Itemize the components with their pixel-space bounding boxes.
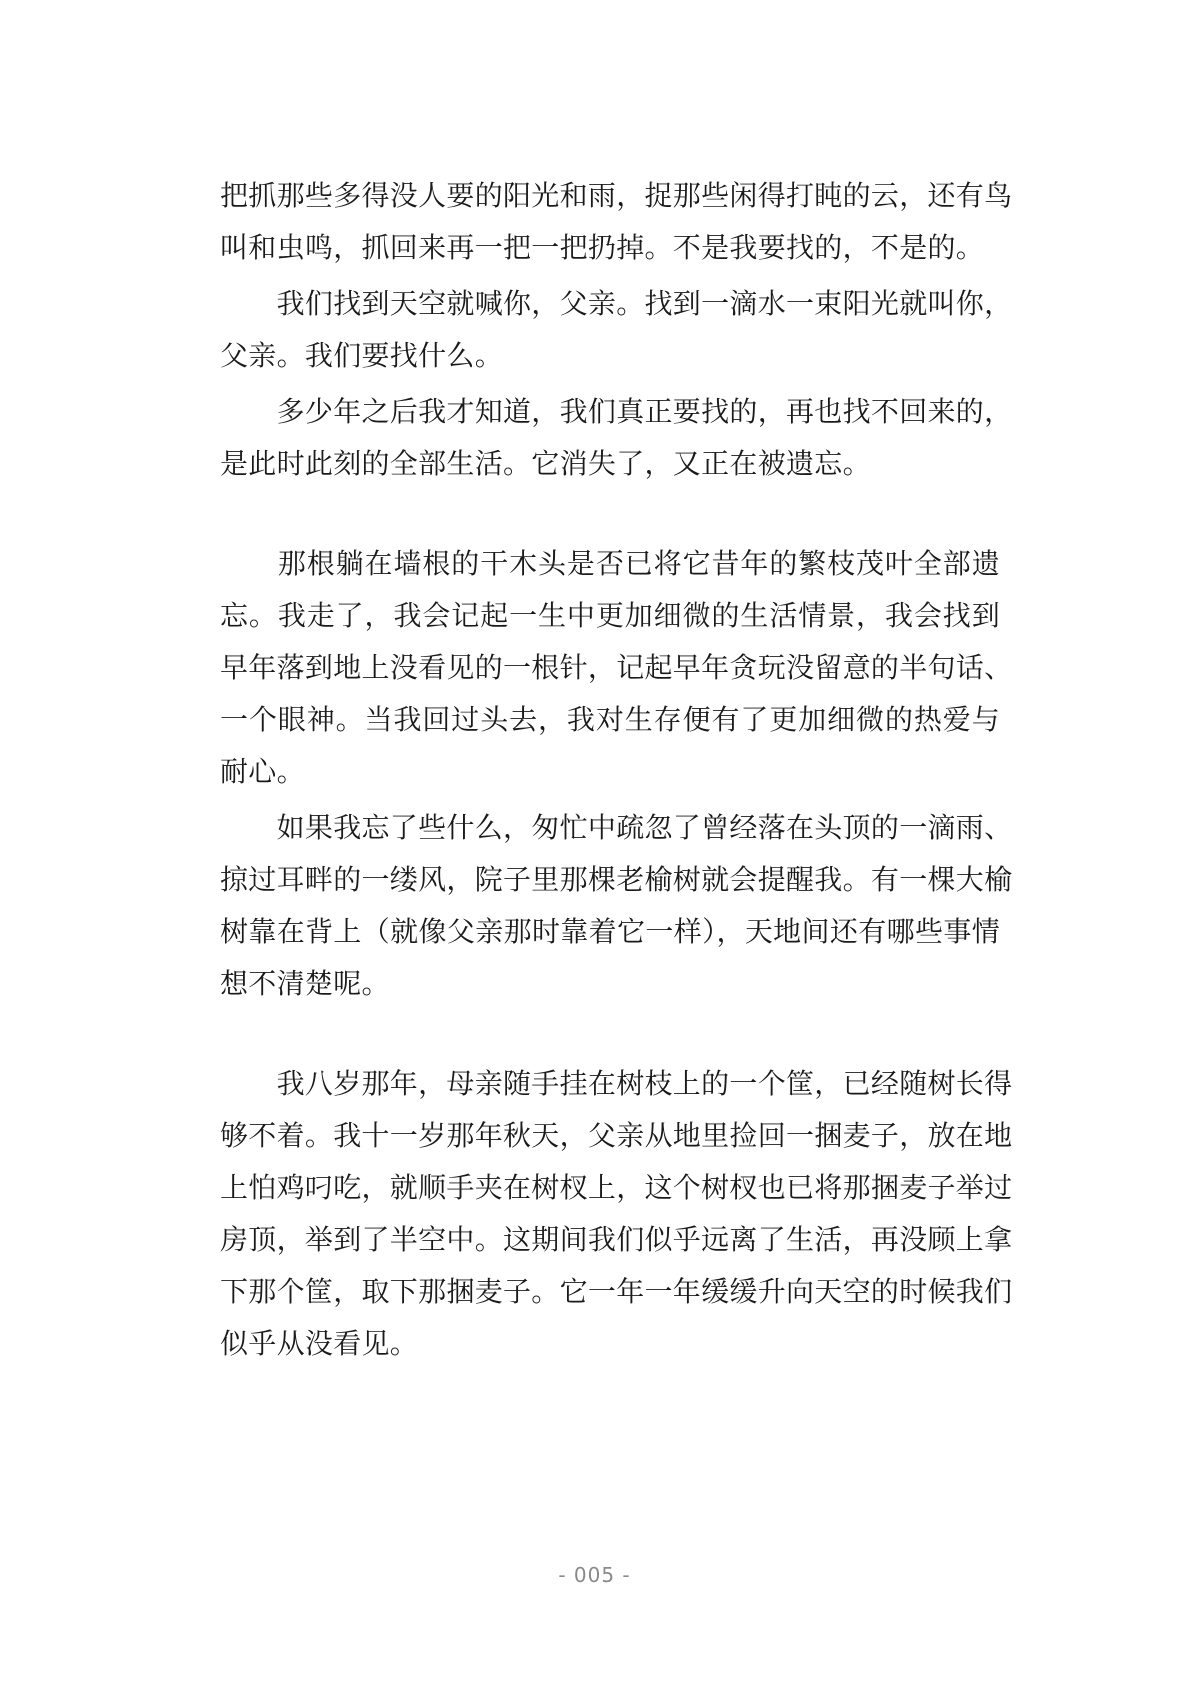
paragraph-6-line-4: 房顶，举到了半空中。这期间我们似乎远离了生活，再没顾上拿	[220, 1223, 1013, 1256]
paragraph-3-line-1: 多少年之后我才知道，我们真正要找的，再也找不回来的，	[220, 395, 1013, 428]
paragraph-5-line-1: 如果我忘了些什么，匆忙中疏忽了曾经落在头顶的一滴雨、	[220, 811, 1013, 844]
page-number: - 005 -	[558, 1563, 631, 1587]
paragraph-4-line-3: 早年落到地上没看见的一根针，记起早年贪玩没留意的半句话、	[220, 651, 1013, 684]
paragraph-4-line-5: 耐心。	[220, 755, 305, 788]
paragraph-5-line-4: 想不清楚呢。	[220, 967, 390, 1000]
paragraph-1-line-2: 叫和虫鸣，抓回来再一把一把扔掉。不是我要找的，不是的。	[220, 231, 985, 264]
paragraph-5-line-2: 掠过耳畔的一缕风，院子里那棵老榆树就会提醒我。有一棵大榆	[220, 863, 1013, 896]
paragraph-4-line-4: 一个眼神。当我回过头去，我对生存便有了更加细微的热爱与	[220, 703, 1000, 736]
paragraph-6-line-5: 下那个筐，取下那捆麦子。它一年一年缓缓升向天空的时候我们	[220, 1275, 1013, 1308]
paragraph-4-line-2: 忘。我走了，我会记起一生中更加细微的生活情景，我会找到	[220, 599, 1000, 632]
paragraph-3-line-2: 是此时此刻的全部生活。它消失了，又正在被遗忘。	[220, 447, 871, 480]
paragraph-2-line-1: 我们找到天空就喊你，父亲。找到一滴水一束阳光就叫你，	[220, 287, 1013, 320]
paragraph-4-line-1: 那根躺在墙根的干木头是否已将它昔年的繁枝茂叶全部遗	[220, 547, 1000, 580]
paragraph-2-line-2: 父亲。我们要找什么。	[220, 339, 504, 372]
paragraph-1-line-1: 把抓那些多得没人要的阳光和雨，捉那些闲得打盹的云，还有鸟	[220, 179, 1013, 212]
paragraph-6-line-3: 上怕鸡叼吃，就顺手夹在树杈上，这个树杈也已将那捆麦子举过	[220, 1171, 1013, 1204]
paragraph-5-line-3: 树靠在背上（就像父亲那时靠着它一样），天地间还有哪些事情	[220, 915, 1000, 948]
paragraph-6-line-1: 我八岁那年，母亲随手挂在树枝上的一个筐，已经随树长得	[220, 1067, 1013, 1100]
paragraph-6-line-2: 够不着。我十一岁那年秋天，父亲从地里捡回一捆麦子，放在地	[220, 1119, 1013, 1152]
paragraph-6-line-6: 似乎从没看见。	[220, 1327, 419, 1360]
